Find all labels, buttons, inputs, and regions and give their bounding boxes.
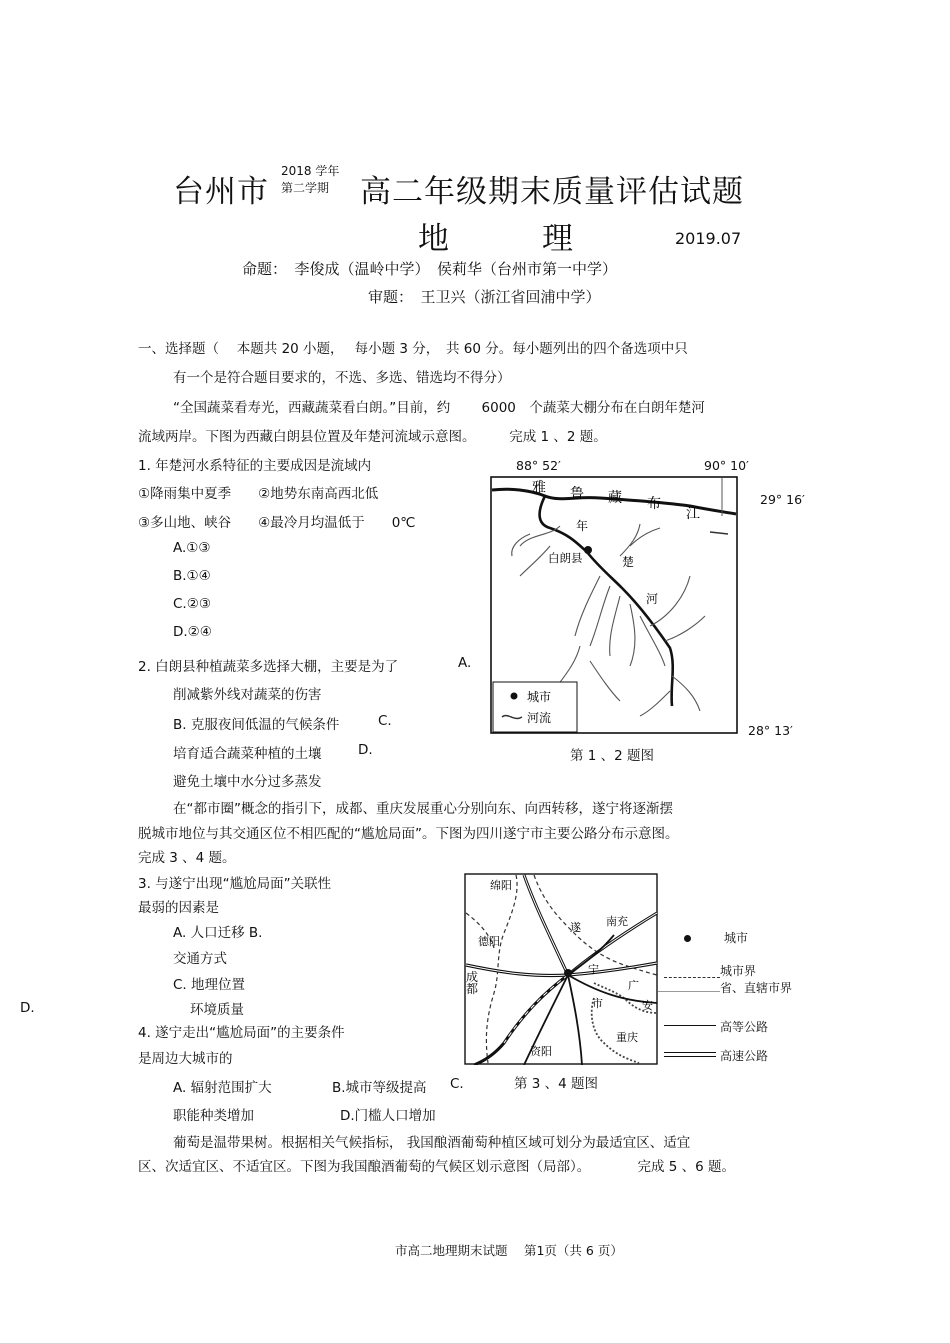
q1-option-d: D.②④: [173, 624, 212, 640]
map1-lat-bottom: 28° 13′: [748, 723, 793, 738]
q2-d-label: D.: [358, 742, 373, 758]
passage3-line2: 区、次适宜区、不适宜区。下图为我国酿酒葡萄的气候区划示意图（局部）。 完成 5 、6 题。: [138, 1159, 736, 1175]
legend2-express-line: [664, 1052, 716, 1057]
q3-option-c: C. 地理位置: [173, 977, 246, 993]
q2-option-a: 削减紫外线对蔬菜的伤害: [173, 687, 322, 703]
q1-options-row1: ①降雨集中夏季 ②地势东南高西北低: [138, 486, 379, 502]
header-term: 第二学期: [281, 181, 330, 195]
q4-stem-line1: 4. 遂宁走出“尴尬局面”的主要条件: [138, 1025, 345, 1041]
q4-stem-line2: 是周边大城市的: [138, 1051, 233, 1067]
map2-caption: 第 3 、4 题图: [514, 1076, 599, 1092]
q1-option-a: A.①③: [173, 540, 211, 556]
q1-option-c: C.②③: [173, 596, 211, 612]
q1-options-row2: ③多山地、峡谷 ④最冷月均温低于 0℃: [138, 515, 416, 531]
legend2-prov-label: 省、直辖市界: [720, 981, 793, 995]
q4-option-c: 职能种类增加: [173, 1108, 254, 1124]
page-footer: 市高二地理期末试题 第1页（共 6 页）: [395, 1243, 623, 1258]
q3-stem-line1: 3. 与遂宁出现“尴尬局面”关联性: [138, 876, 332, 892]
reviewer-line: 审题： 王卫兴（浙江省回浦中学）: [368, 288, 601, 306]
trib-char-1: 年: [576, 519, 589, 533]
map2-chengdu-2: 都: [466, 982, 479, 996]
map2-mianyang: 绵阳: [490, 879, 512, 892]
q3-option-a: A. 人口迁移 B.: [173, 925, 263, 941]
passage2-line1: 在“都市圈”概念的指引下，成都、重庆发展重心分别向东、向西转移，遂宁将逐渐摆: [173, 801, 673, 817]
map2-an: 安: [642, 999, 653, 1012]
map1-lon-left: 88° 52′: [516, 458, 561, 473]
q3-d-label: D.: [20, 1000, 35, 1016]
river-char-1: 雅: [532, 480, 546, 496]
legend2-prov-line: [658, 991, 720, 992]
map2-shi: 市: [592, 997, 603, 1010]
map2-nanchong: 南充: [606, 915, 628, 928]
q2-stem: 2. 白朗县种植蔬菜多选择大棚，主要是为了: [138, 659, 399, 675]
q2-option-d: 避免土壤中水分过多蒸发: [173, 774, 322, 790]
legend2-city-label: 城市: [724, 931, 749, 945]
map2-chongqing: 重庆: [616, 1031, 638, 1044]
trib-char-2: 楚: [622, 555, 635, 569]
river-char-5: 江: [686, 506, 700, 522]
legend2-border-label: 城市界: [720, 964, 757, 978]
q3-option-d: 环境质量: [190, 1002, 244, 1018]
map1-lon-right: 90° 10′: [704, 458, 749, 473]
header-city: 台州市: [173, 174, 269, 210]
map2-ning: 宁: [588, 963, 599, 976]
q3-option-b: 交通方式: [173, 951, 227, 967]
bailang-city-marker: [584, 546, 592, 554]
bailang-label: 白朗县: [548, 551, 583, 565]
map2-sui: 遂: [570, 921, 581, 934]
section-instruction: 有一个是符合题目要求的，不选、多选、错选均不得分）: [173, 370, 511, 386]
q2-option-c: 培育适合蔬菜种植的土壤: [173, 746, 322, 762]
q2-option-b: B. 克服夜间低温的气候条件: [173, 717, 340, 733]
legend2-express-label: 高速公路: [720, 1049, 769, 1063]
q4-c-label: C.: [450, 1076, 464, 1092]
passage3-line1: 葡萄是温带果树。根据相关气候指标， 我国酿酒葡萄种植区域可划分为最适宜区、适宜: [173, 1135, 691, 1151]
river-char-2: 鲁: [570, 486, 584, 502]
legend2-high-line: [664, 1025, 716, 1026]
q3-stem-line2: 最弱的因素是: [138, 900, 219, 916]
map2-figure: [464, 873, 658, 1065]
passage2-line3: 完成 3 、4 题。: [138, 850, 236, 866]
header-year: 2018 学年: [281, 164, 340, 178]
trib-char-3: 河: [646, 592, 659, 606]
passage1-line2: 流域两岸。下图为西藏白朗县位置及年楚河流域示意图。 完成 1 、2 题。: [138, 429, 607, 445]
passage2-line2: 脱城市地位与其交通区位不相匹配的“尴尬局面”。下图为四川遂宁市主要公路分布示意图。: [138, 826, 679, 842]
page-title: 高二年级期末质量评估试题: [360, 174, 744, 210]
author-line: 命题： 李俊成（温岭中学） 侯莉华（台州市第一中学）: [242, 260, 618, 278]
subject-title: 地 理: [418, 221, 573, 257]
q1-option-b: B.①④: [173, 568, 211, 584]
river-char-3: 藏: [608, 490, 622, 506]
section-heading: 一、选择题（ 本题共 20 小题， 每小题 3 分， 共 60 分。每小题列出的四个备选项中只: [138, 341, 688, 357]
river-char-4: 布: [647, 496, 661, 512]
q1-stem: 1. 年楚河水系特征的主要成因是流域内: [138, 458, 372, 474]
legend2-high-label: 高等公路: [720, 1020, 769, 1034]
passage1-line1: “全国蔬菜看寿光，西藏蔬菜看白朗。”目前，约 6000 个蔬菜大棚分布在白朗年楚河: [173, 400, 705, 416]
legend-city-icon: [511, 693, 518, 700]
legend2-city-icon: [684, 935, 691, 942]
q4-option-d: D.门槛人口增加: [340, 1108, 436, 1124]
map2-chengdu-1: 成: [466, 970, 479, 984]
map1-caption: 第 1 、2 题图: [570, 748, 655, 764]
map2-deyang: 德阳: [478, 935, 500, 948]
map2-ziyang: 资阳: [530, 1045, 552, 1058]
legend-city-label: 城市: [527, 690, 552, 704]
legend-river-label: 河流: [527, 711, 552, 725]
q2-c-label: C.: [378, 713, 392, 729]
q4-option-a: A. 辐射范围扩大: [173, 1080, 272, 1096]
map1-lat-top: 29° 16′: [760, 492, 805, 507]
q4-option-b: B.城市等级提高: [332, 1080, 427, 1096]
legend2-border-line: [664, 977, 720, 978]
q2-a-label: A.: [458, 655, 472, 671]
map2-guang: 广: [628, 979, 639, 992]
suining-city-marker: [564, 969, 572, 977]
map1-figure: [490, 476, 738, 734]
exam-date: 2019.07: [675, 229, 742, 248]
